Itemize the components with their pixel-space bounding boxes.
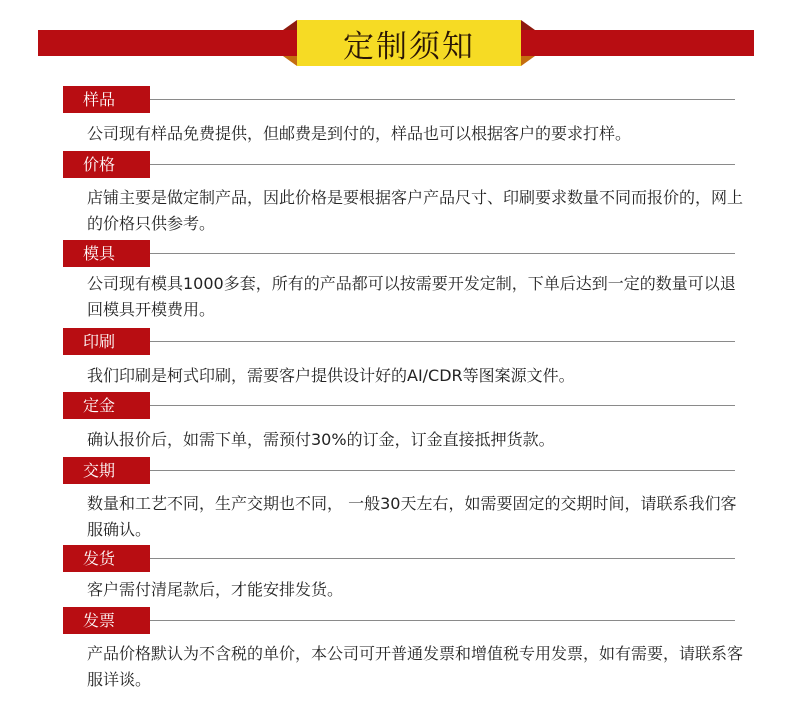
section-label: 样品 [63, 86, 150, 113]
divider [150, 470, 735, 471]
divider [150, 253, 735, 254]
divider [150, 620, 735, 621]
section-text: 数量和工艺不同，生产交期也不同， 一般30天左右，如需要固定的交期时间，请联系我们客服确认。 [87, 494, 737, 539]
section-label: 印刷 [63, 328, 150, 355]
page-title: 定制须知 [297, 20, 521, 66]
section-label: 定金 [63, 392, 150, 419]
section-text: 确认报价后，如需下单，需预付30%的订金，订金直接抵押货款。 [87, 430, 555, 449]
divider [150, 558, 735, 559]
section-shipping [63, 545, 735, 603]
section-label: 交期 [63, 457, 150, 484]
section-text: 公司现有模具1000多套，所有的产品都可以按需要开发定制，下单后达到一定的数量可以退回模具开模费用。 [87, 274, 736, 319]
section-label: 发票 [63, 607, 150, 634]
section-text: 客户需付清尾款后，才能安排发货。 [87, 580, 344, 599]
divider [150, 164, 735, 165]
section-deposit [63, 392, 735, 453]
section-sample [63, 86, 735, 147]
header-banner [0, 0, 790, 80]
banner-fold-right [521, 56, 535, 66]
section-label: 价格 [63, 151, 150, 178]
section-label: 模具 [63, 240, 150, 267]
section-price [63, 151, 744, 237]
divider [150, 405, 735, 406]
divider [150, 99, 735, 100]
banner-fold-left-top [283, 20, 297, 30]
section-delivery-time [63, 457, 735, 543]
section-label: 发货 [63, 545, 150, 572]
section-text: 产品价格默认为不含税的单价，本公司可开普通发票和增值税专用发票，如有需要，请联系客服详谈。 [87, 644, 744, 689]
section-invoice [63, 607, 744, 693]
section-printing [63, 328, 735, 389]
section-text: 我们印刷是柯式印刷，需要客户提供设计好的AI/CDR等图案源文件。 [87, 366, 575, 385]
banner-fold-right-top [521, 20, 535, 30]
section-text: 公司现有样品免费提供，但邮费是到付的，样品也可以根据客户的要求打样。 [87, 124, 632, 143]
section-mold [63, 240, 735, 323]
banner-fold-left [283, 56, 297, 66]
divider [150, 341, 735, 342]
section-text: 店铺主要是做定制产品，因此价格是要根据客户产品尺寸、印刷要求数量不同而报价的，网上的价格只供参考。 [87, 188, 744, 233]
